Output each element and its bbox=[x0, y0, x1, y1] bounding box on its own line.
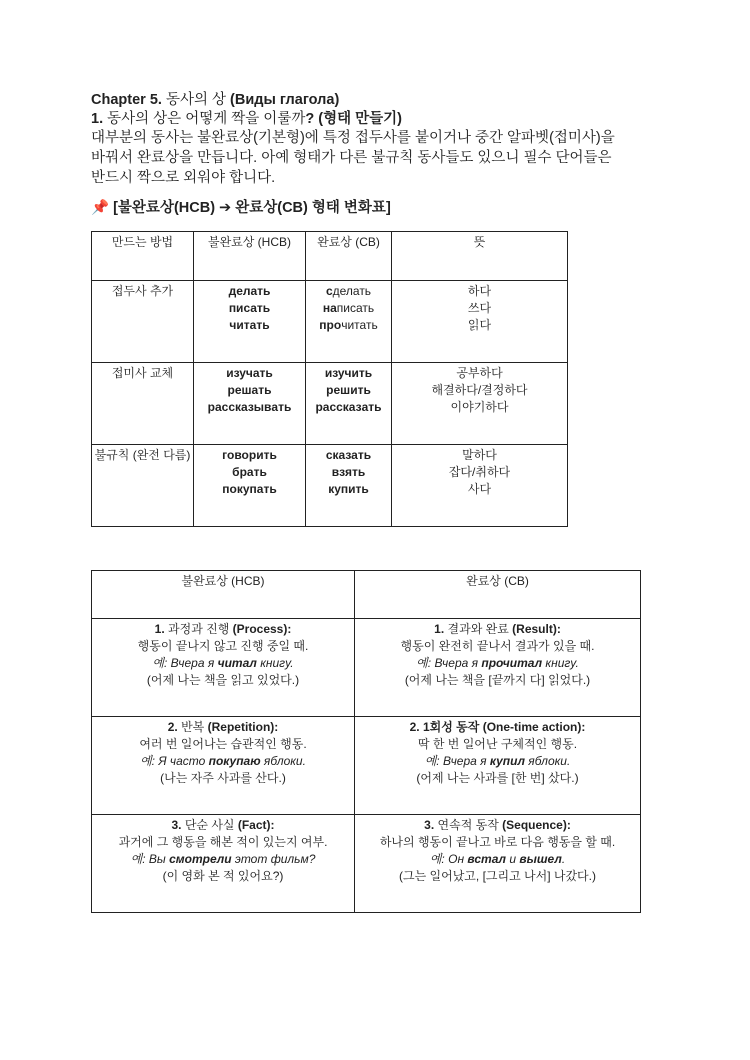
sv-verb bbox=[308, 300, 389, 317]
usage-comparison-table bbox=[91, 570, 641, 913]
meaning: 말하다 bbox=[462, 448, 497, 462]
header-cell: 불완료상 (НСВ) bbox=[92, 571, 355, 619]
usage-cell bbox=[92, 815, 355, 913]
nsv-verb bbox=[196, 382, 303, 399]
sv-stem: читать bbox=[341, 318, 378, 332]
usage-cell bbox=[355, 717, 641, 815]
nsv-cell bbox=[194, 363, 306, 445]
sv-verb: сказать bbox=[325, 448, 372, 462]
chapter-label: Chapter 5. bbox=[91, 92, 162, 108]
meaning: 공부하다 bbox=[456, 366, 503, 380]
header-cell: 뜻 bbox=[392, 232, 568, 281]
usage-desc: 행동이 끝나지 않고 진행 중일 때. bbox=[137, 639, 309, 653]
usage-title: 2. 1회성 동작 (One-time action): bbox=[409, 720, 586, 734]
table-row bbox=[92, 619, 641, 717]
meaning: 이야기하다 bbox=[450, 400, 509, 414]
sv-verb bbox=[308, 365, 389, 382]
nsv-verb bbox=[196, 399, 303, 416]
method-cell: 접미사 교체 bbox=[92, 363, 194, 445]
nsv-verb bbox=[196, 365, 303, 382]
usage-translation: (어제 나는 책을 읽고 있었다.) bbox=[146, 673, 300, 687]
usage-title: 3. 연속적 동작 (Sequence): bbox=[424, 818, 571, 832]
sv-cell bbox=[306, 445, 392, 527]
header-cell: 불완료상 (НСВ) bbox=[194, 232, 306, 281]
usage-example: 예: Он встал и вышел. bbox=[429, 852, 566, 866]
sv-stem: рассказ bbox=[315, 400, 362, 414]
table-row bbox=[92, 717, 641, 815]
meaning-cell bbox=[392, 281, 568, 363]
sv-verb: взять bbox=[331, 465, 366, 479]
section-title bbox=[91, 109, 402, 129]
usage-example: 예: Вчера я читал книгу. bbox=[152, 656, 294, 670]
intro-line: 반드시 짝으로 외워야 합니다. bbox=[91, 170, 276, 186]
sv-stem: реш bbox=[326, 383, 351, 397]
table-heading-text: [불완료상(НСВ) ➔ 완료상(СВ) 형태 변화표] bbox=[113, 200, 391, 216]
nsv-suffix: ать bbox=[251, 383, 272, 397]
conversion-table bbox=[91, 231, 568, 527]
section-number: 1. bbox=[91, 111, 104, 127]
nsv-verb: делать bbox=[228, 284, 271, 298]
usage-translation: (그는 일어났고, [그리고 나서] 나갔다.) bbox=[399, 869, 596, 883]
sv-verb bbox=[308, 399, 389, 416]
sv-stem: делать bbox=[332, 284, 372, 298]
sv-prefix: на bbox=[322, 301, 337, 315]
nsv-verb: покупать bbox=[222, 482, 277, 496]
intro-paragraph bbox=[91, 128, 651, 188]
nsv-stem: реш bbox=[227, 383, 252, 397]
meaning: 쓰다 bbox=[467, 301, 492, 315]
sv-cell bbox=[306, 281, 392, 363]
sv-verb bbox=[308, 382, 389, 399]
usage-translation: (나는 자주 사과를 산다.) bbox=[160, 771, 286, 785]
usage-desc: 과거에 그 행동을 해본 적이 있는지 여부. bbox=[118, 835, 328, 849]
usage-title: 3. 단순 사실 (Fact): bbox=[171, 818, 275, 832]
meaning: 잡다/취하다 bbox=[448, 465, 511, 479]
table-row bbox=[92, 445, 568, 527]
sv-verb bbox=[308, 283, 389, 300]
usage-example: 예: Вчера я прочитал книгу. bbox=[416, 656, 579, 670]
section-title-ko: 동사의 상은 어떻게 짝을 이룰까 bbox=[107, 111, 306, 127]
sv-suffix: ить bbox=[351, 366, 373, 380]
method-cell: 접두사 추가 bbox=[92, 281, 194, 363]
nsv-cell bbox=[194, 281, 306, 363]
header-cell: 만드는 방법 bbox=[92, 232, 194, 281]
sv-suffix: ить bbox=[350, 383, 371, 397]
usage-example: 예: Я часто покупаю яблоки. bbox=[140, 754, 306, 768]
usage-title: 1. 과정과 진행 (Process): bbox=[154, 622, 292, 636]
usage-desc: 딱 한 번 일어난 구체적인 행동. bbox=[417, 737, 578, 751]
nsv-verb: говорить bbox=[222, 448, 277, 462]
table-heading bbox=[91, 198, 391, 218]
nsv-verb: писать bbox=[228, 301, 271, 315]
nsv-stem: изуч bbox=[226, 366, 253, 380]
meaning: 해결하다/결정하다 bbox=[431, 383, 528, 397]
usage-cell bbox=[355, 815, 641, 913]
header-cell: 완료상 (СВ) bbox=[355, 571, 641, 619]
sv-prefix: с bbox=[325, 284, 333, 298]
section-note: (형태 만들기) bbox=[318, 111, 402, 127]
nsv-suffix: ать bbox=[252, 366, 273, 380]
usage-desc: 하나의 행동이 끝나고 바로 다음 행동을 할 때. bbox=[379, 835, 616, 849]
usage-translation: (어제 나는 사과를 [한 번] 샀다.) bbox=[416, 771, 579, 785]
usage-title: 1. 결과와 완료 (Result): bbox=[434, 622, 561, 636]
table-row bbox=[92, 363, 568, 445]
pushpin-icon: 📌 bbox=[91, 200, 110, 216]
usage-title: 2. 반복 (Repetition): bbox=[167, 720, 279, 734]
method-cell: 불규칙 (완전 다름) bbox=[92, 445, 194, 527]
usage-desc: 여러 번 일어나는 습관적인 행동. bbox=[139, 737, 307, 751]
usage-translation: (어제 나는 책을 [끝까지 다] 읽었다.) bbox=[404, 673, 591, 687]
usage-translation: (이 영화 본 적 있어요?) bbox=[162, 869, 284, 883]
sv-stem: писать bbox=[336, 301, 375, 315]
sv-cell bbox=[306, 363, 392, 445]
usage-desc: 행동이 완전히 끝나서 결과가 있을 때. bbox=[400, 639, 595, 653]
nsv-verb: брать bbox=[232, 465, 267, 479]
chapter-title bbox=[91, 90, 339, 110]
usage-example: 예: Вчера я купил яблоки. bbox=[424, 754, 571, 768]
table-header-row bbox=[92, 232, 568, 281]
sv-verb bbox=[308, 317, 389, 334]
meaning: 읽다 bbox=[467, 318, 492, 332]
sv-stem: изуч bbox=[324, 366, 352, 380]
usage-example: 예: Вы смотрели этот фильм? bbox=[130, 852, 316, 866]
table-row bbox=[92, 281, 568, 363]
nsv-suffix: ать bbox=[271, 400, 292, 414]
usage-cell bbox=[92, 717, 355, 815]
meaning-cell bbox=[392, 363, 568, 445]
sv-prefix: про bbox=[319, 318, 342, 332]
chapter-title-ko: 동사의 상 bbox=[165, 92, 227, 108]
nsv-stem: рассказыв bbox=[207, 400, 272, 414]
table-header-row bbox=[92, 571, 641, 619]
section-question-mark: ? bbox=[305, 111, 315, 127]
nsv-verb: читать bbox=[229, 318, 270, 332]
meaning-cell bbox=[392, 445, 568, 527]
intro-line: 대부분의 동사는 불완료상(기본형)에 특정 접두사를 붙이거나 중간 알파벳(접미사)을 bbox=[91, 130, 615, 146]
table-row bbox=[92, 815, 641, 913]
intro-line: 바꿔서 완료상을 만듭니다. 아예 형태가 다른 불규칙 동사들도 있으니 필수 단어들은 bbox=[91, 150, 612, 166]
meaning: 사다 bbox=[467, 482, 492, 496]
sv-verb: купить bbox=[328, 482, 369, 496]
nsv-cell bbox=[194, 445, 306, 527]
header-cell: 완료상 (СВ) bbox=[306, 232, 392, 281]
meaning: 하다 bbox=[467, 284, 492, 298]
usage-cell bbox=[355, 619, 641, 717]
chapter-title-ru: (Виды глагола) bbox=[230, 92, 340, 108]
sv-suffix: ать bbox=[361, 400, 382, 414]
usage-cell bbox=[92, 619, 355, 717]
